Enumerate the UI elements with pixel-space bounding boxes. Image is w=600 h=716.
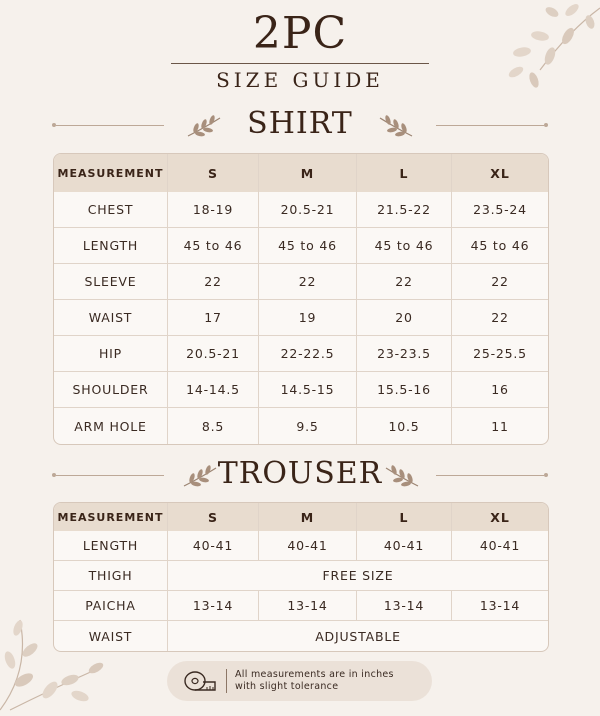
- page-subtitle: SIZE GUIDE: [216, 68, 384, 92]
- table-cell: 22-22.5: [259, 336, 357, 372]
- table-row: [54, 300, 548, 336]
- column-header-measurement: MEASUREMENT: [54, 503, 168, 531]
- row-label: SHOULDER: [54, 372, 168, 408]
- row-label: ARM HOLE: [54, 408, 168, 444]
- table-cell: 45 to 46: [168, 228, 259, 264]
- table-cell: 18-19: [168, 192, 259, 228]
- table-cell: 22: [168, 264, 259, 300]
- column-header-s: S: [168, 154, 259, 192]
- table-row: [54, 561, 548, 591]
- table-row: [54, 531, 548, 561]
- column-header-xl: XL: [452, 503, 548, 531]
- row-label: PAICHA: [54, 591, 168, 621]
- note-text: [235, 669, 394, 693]
- column-header-l: L: [357, 154, 452, 192]
- table-cell: 8.5: [168, 408, 259, 444]
- shirt-size-table: [53, 153, 549, 445]
- note-line-2: with slight tolerance: [235, 681, 339, 692]
- table-cell-merged: FREE SIZE: [168, 561, 548, 591]
- table-header-row: [54, 154, 548, 192]
- table-cell: 21.5-22: [357, 192, 452, 228]
- column-header-m: M: [259, 154, 357, 192]
- column-header-m: M: [259, 503, 357, 531]
- title-divider: [171, 63, 429, 64]
- table-cell: 16: [452, 372, 548, 408]
- table-cell: 14-14.5: [168, 372, 259, 408]
- table-cell: 40-41: [259, 531, 357, 561]
- table-cell: 13-14: [168, 591, 259, 621]
- table-cell: 22: [452, 264, 548, 300]
- section-title-shirt: SHIRT: [247, 106, 353, 141]
- table-cell: 45 to 46: [357, 228, 452, 264]
- table-row: [54, 264, 548, 300]
- table-cell: 40-41: [357, 531, 452, 561]
- table-cell: 13-14: [357, 591, 452, 621]
- table-cell: 13-14: [452, 591, 548, 621]
- column-header-xl: XL: [452, 154, 548, 192]
- measuring-tape-icon: [183, 670, 217, 692]
- row-label: LENGTH: [54, 531, 168, 561]
- table-cell: 9.5: [259, 408, 357, 444]
- column-header-s: S: [168, 503, 259, 531]
- table-cell: 11: [491, 418, 509, 434]
- trouser-size-table: [53, 502, 549, 652]
- table-row: [54, 408, 548, 444]
- table-cell: 40-41: [452, 531, 548, 561]
- table-cell: 22: [357, 264, 452, 300]
- trouser-section-heading: [0, 456, 600, 496]
- table-cell: 20.5-21: [168, 336, 259, 372]
- divider-dot: [544, 123, 548, 127]
- table-cell: 45 to 46: [452, 228, 548, 264]
- shirt-section-heading: [0, 106, 600, 146]
- row-label: SLEEVE: [54, 264, 168, 300]
- table-cell: 15.5-16: [357, 372, 452, 408]
- table-cell-merged: ADJUSTABLE: [315, 628, 401, 644]
- divider-line: [436, 125, 544, 126]
- table-cell: 10.5: [357, 408, 452, 444]
- table-cell: 17: [168, 300, 259, 336]
- table-cell: 23-23.5: [357, 336, 452, 372]
- measurement-note: [167, 661, 432, 701]
- column-header-measurement: MEASUREMENT: [54, 154, 168, 192]
- row-label: WAIST: [54, 300, 168, 336]
- table-cell: 20.5-21: [259, 192, 357, 228]
- table-cell: 23.5-24: [452, 192, 548, 228]
- table-row: [54, 621, 548, 651]
- table-cell: 14.5-15: [259, 372, 357, 408]
- row-label: HIP: [54, 336, 168, 372]
- table-row: [54, 228, 548, 264]
- column-header-l: L: [357, 503, 452, 531]
- row-label: THIGH: [54, 561, 168, 591]
- note-separator: [226, 669, 227, 693]
- row-label: CHEST: [54, 192, 168, 228]
- divider-dot: [544, 473, 548, 477]
- row-label: WAIST: [54, 621, 168, 651]
- table-cell: 22: [452, 300, 548, 336]
- table-row: [54, 192, 548, 228]
- laurel-sprig-icon: [376, 110, 416, 140]
- table-cell: 20: [357, 300, 452, 336]
- table-row: [54, 336, 548, 372]
- table-cell: 19: [259, 300, 357, 336]
- row-label: LENGTH: [54, 228, 168, 264]
- divider-line: [436, 475, 544, 476]
- table-cell: 40-41: [168, 531, 259, 561]
- table-cell: 13-14: [259, 591, 357, 621]
- page-title: 2PC: [252, 8, 348, 59]
- laurel-sprig-icon: [382, 460, 422, 490]
- table-cell: 25-25.5: [452, 336, 548, 372]
- table-row: [54, 591, 548, 621]
- table-row: [54, 372, 548, 408]
- note-line-1: All measurements are in inches: [235, 669, 394, 680]
- table-cell: 45 to 46: [259, 228, 357, 264]
- table-header-row: [54, 503, 548, 531]
- table-cell: 22: [259, 264, 357, 300]
- section-title-trouser: TROUSER: [217, 456, 383, 491]
